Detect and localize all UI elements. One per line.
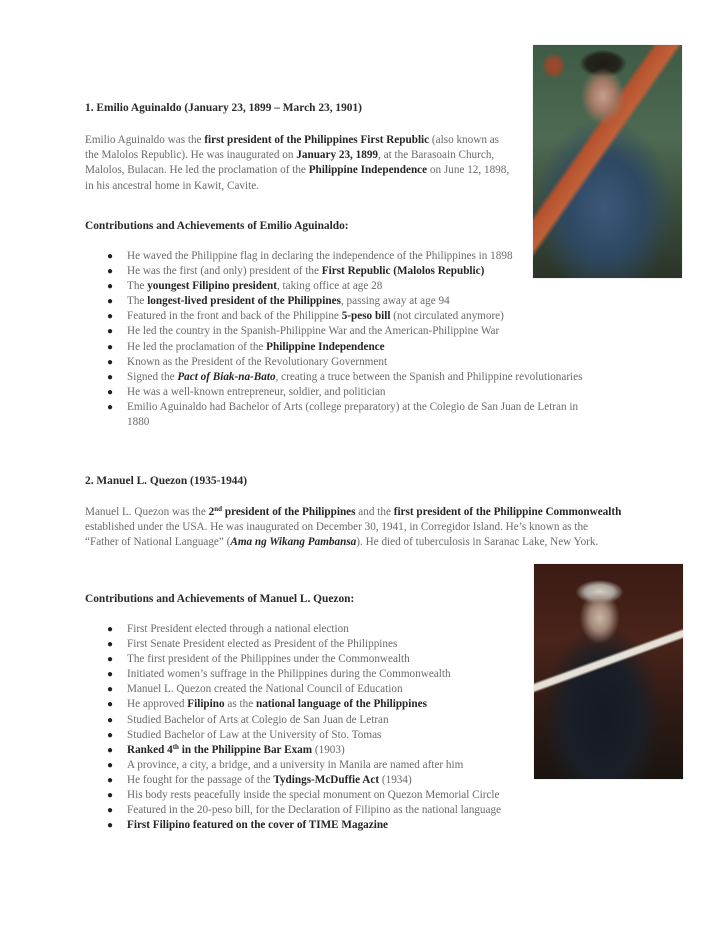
list-item: ● Featured in the 20-peso bill, for the Declaration of Filipino as the national language	[127, 803, 602, 818]
list-item: ● He approved Filipino as the national language of the Philippines	[127, 697, 602, 712]
bullet-icon: ●	[107, 805, 114, 817]
list-item: ● Signed the Pact of Biak-na-Bato, creating a truce between the Spanish and Philippine revolutionaries	[127, 370, 597, 385]
bullet-icon: ●	[107, 251, 114, 262]
bullet-icon: ●	[107, 684, 114, 696]
bullet-icon: ●	[107, 699, 114, 711]
list-item: ● He led the country in the Spanish-Philippine War and the American-Philippine War	[127, 324, 597, 339]
list-item: ● Studied Bachelor of Arts at Colegio de San Juan de Letran	[127, 713, 602, 728]
quezon-contributions-list	[107, 622, 602, 833]
list-item: ● Featured in the front and back of the Philippine 5-peso bill (not circulated anymore)	[127, 309, 597, 324]
list-item: ● The youngest Filipino president, taking office at age 28	[127, 279, 597, 294]
bullet-icon: ●	[107, 341, 114, 353]
bullet-icon: ●	[107, 296, 114, 308]
bullet-icon: ●	[107, 729, 114, 741]
bullet-icon: ●	[107, 654, 114, 666]
bullet-icon: ●	[107, 774, 114, 786]
section-heading-aguinaldo: 1. Emilio Aguinaldo (January 23, 1899 – March 23, 1901)	[85, 102, 362, 114]
contributions-heading-aguinaldo: Contributions and Achievements of Emilio Aguinaldo:	[85, 220, 349, 232]
bullet-icon: ●	[107, 639, 114, 651]
bullet-icon: ●	[107, 386, 114, 398]
list-item: ● The first president of the Philippines under the Commonwealth	[127, 652, 602, 667]
quezon-intro-paragraph: Manuel L. Quezon was the 2nd president of the Philippines and the first president of the Philippine Commonwealth established under the USA. He was inaugurated on December 30, 1941, in Corregidor Island. He’s known as the “Father of National Language” (Ama ng Wikang Pambansa). He died of tuberculosis in Saranac Lake, New York.	[85, 505, 622, 549]
list-item: ● He led the proclamation of the Philippine Independence	[127, 340, 597, 355]
bullet-icon: ●	[107, 326, 114, 338]
list-item: ● His body rests peacefully inside the special monument on Quezon Memorial Circle	[127, 788, 602, 803]
section-heading-quezon: 2. Manuel L. Quezon (1935-1944)	[85, 475, 247, 487]
list-item: ● Initiated women’s suffrage in the Philippines during the Commonwealth	[127, 667, 602, 682]
list-item: ● He was the first (and only) president of the First Republic (Malolos Republic)	[127, 264, 597, 279]
list-item: ● Ranked 4th in the Philippine Bar Exam (1903)	[127, 743, 602, 758]
bullet-icon: ●	[107, 281, 114, 293]
bullet-icon: ●	[107, 714, 114, 726]
list-item: ● Studied Bachelor of Law at the University of Sto. Tomas	[127, 728, 602, 743]
list-item: ● First Filipino featured on the cover of TIME Magazine	[127, 818, 602, 833]
bullet-icon: ●	[107, 820, 114, 832]
list-item: ● Emilio Aguinaldo had Bachelor of Arts (college preparatory) at the Colegio de San Juan de Letran in 1880	[107, 400, 579, 429]
bullet-icon: ●	[107, 356, 114, 368]
aguinaldo-portrait-image	[533, 45, 682, 278]
bullet-icon: ●	[107, 744, 114, 756]
bullet-icon: ●	[107, 371, 114, 383]
aguinaldo-intro-paragraph: Emilio Aguinaldo was the first president of the Philippines First Republic (also known as the Malolos Republic). He was inaugurated on January 23, 1899, at the Barasoain Church, Malolos, Bulacan. He led the proclamation of the Philippine Independence on June 12, 1898, in his ancestral home in Kawit, Cavite.	[85, 134, 510, 192]
list-item: ● He was a well-known entrepreneur, soldier, and politician	[127, 385, 597, 400]
bullet-icon: ●	[107, 401, 114, 413]
bullet-icon: ●	[107, 266, 114, 278]
aguinaldo-contributions-list	[107, 249, 597, 430]
list-item: ● First President elected through a national election	[127, 622, 602, 637]
list-item: ● The longest-lived president of the Philippines, passing away at age 94	[127, 294, 597, 309]
list-item: ● He fought for the passage of the Tydings-McDuffie Act (1934)	[127, 773, 602, 788]
bullet-icon: ●	[107, 759, 114, 771]
list-item: ● Known as the President of the Revolutionary Government	[127, 355, 597, 370]
list-item: ● First Senate President elected as President of the Philippines	[127, 637, 602, 652]
list-item: ● He waved the Philippine flag in declaring the independence of the Philippines in 1898	[127, 249, 597, 264]
contributions-heading-quezon: Contributions and Achievements of Manuel L. Quezon:	[85, 593, 355, 605]
list-item: ● A province, a city, a bridge, and a university in Manila are named after him	[127, 758, 602, 773]
bullet-icon: ●	[107, 311, 114, 323]
bullet-icon: ●	[107, 790, 114, 802]
list-item: ● Manuel L. Quezon created the National Council of Education	[127, 682, 602, 697]
bullet-icon: ●	[107, 624, 114, 635]
bullet-icon: ●	[107, 669, 114, 681]
